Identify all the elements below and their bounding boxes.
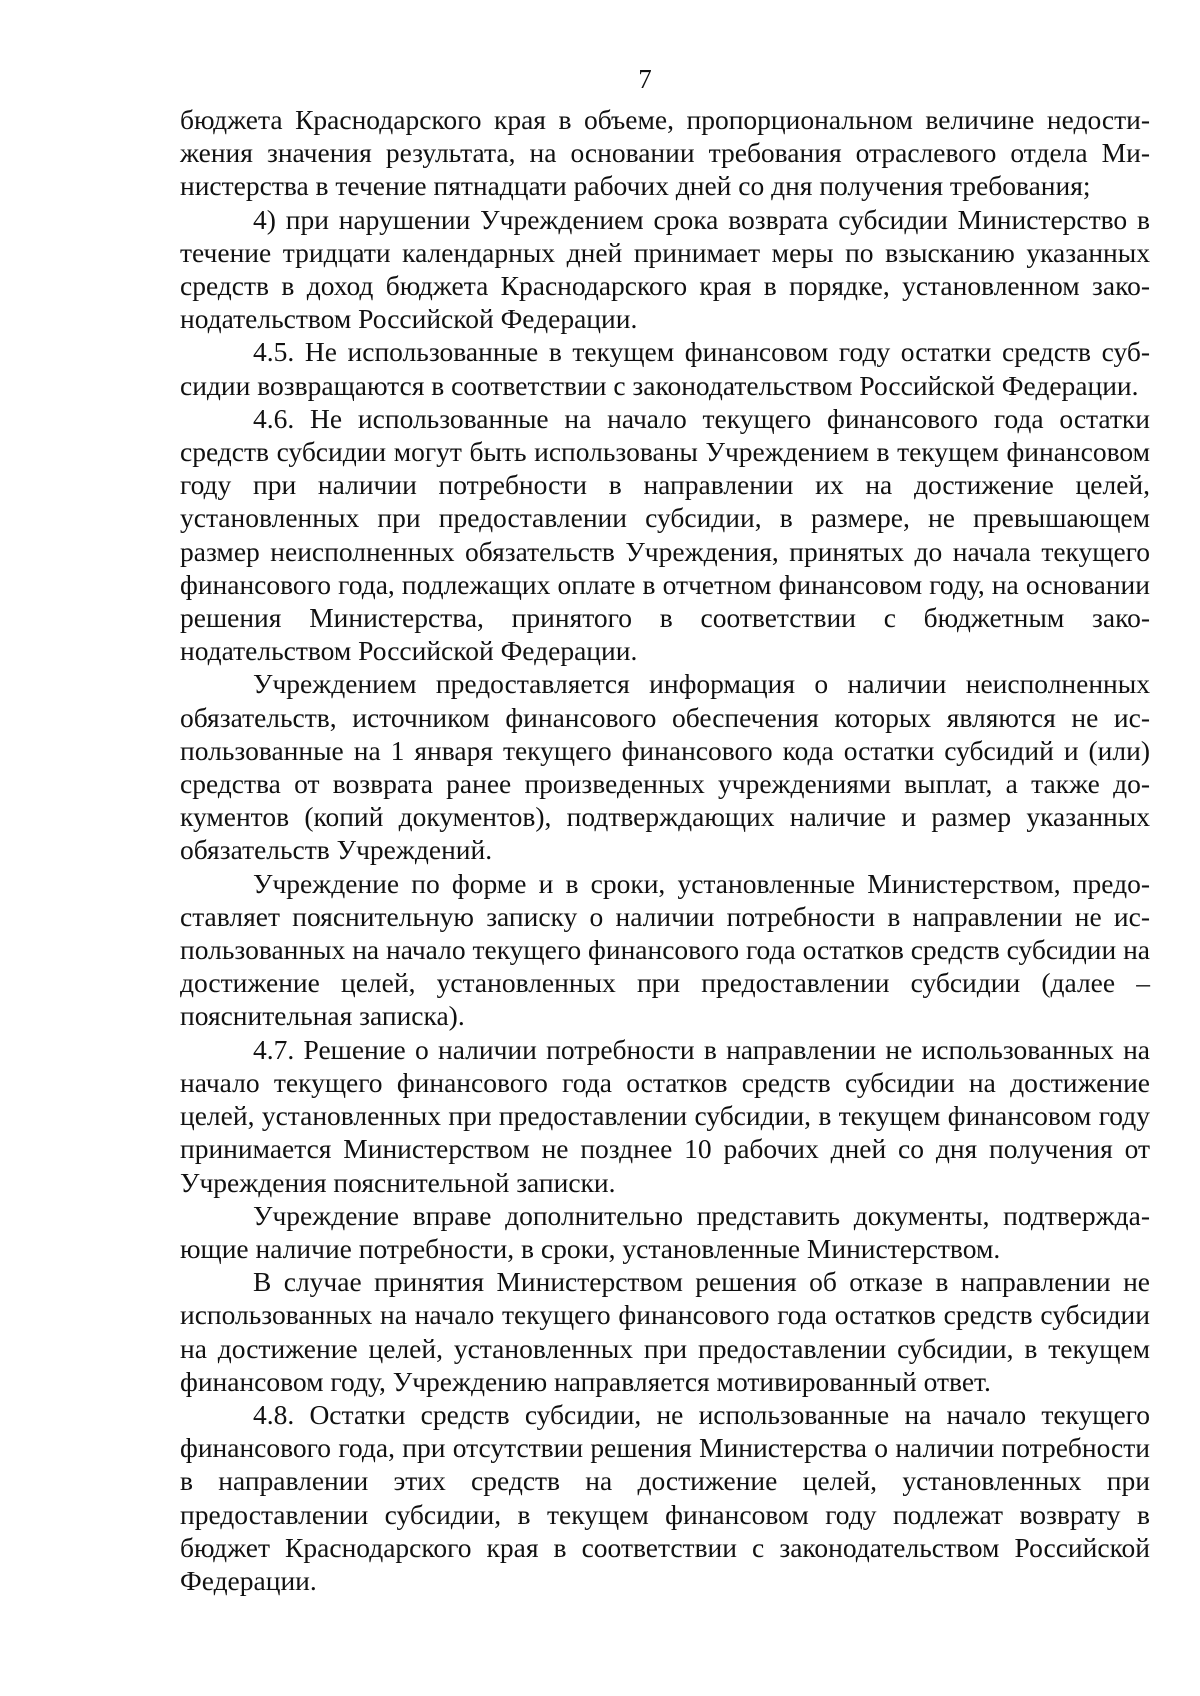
paragraph-4-6: 4.6. Не использованные на начало текущего финансового года остатки средств субсидии могут быть использованы Учреждением в текущем финансовом году при наличии потребности в направлении их на достижение целей, установленных при предоставлении субсидии, в размере, не превышающем размер неисполненных обязательств Учреждения, принятых до начала текущего финансового года, подлежащих оплате в отчетном финансовом году, на основании решения Министерства, принятого в соответствии с бюджетным законодательством Российской Федерации. — [180, 402, 1150, 667]
paragraph-continuation: бюджета Краснодарского края в объеме, пропорциональном величине недостижения значения результата, на основании требования отраслевого отдела Министерства в течение пятнадцати рабочих дней со дня получения требования; — [180, 104, 1150, 202]
paragraph-additional-documents: Учреждение вправе дополнительно представить документы, подтверждающие наличие потребности, в сроки, установленные Министерством. — [180, 1199, 1150, 1264]
paragraph-item-4: 4) при нарушении Учреждением срока возврата субсидии Министерство в течение тридцати календарных дней принимает меры по взысканию указанных средств в доход бюджета Краснодарского края в порядке, установленном законодательством Российской Федерации. — [180, 203, 1150, 335]
document-body — [180, 103, 1150, 1597]
paragraph-4-5: 4.5. Не использованные в текущем финансовом году остатки средств субсидии возвращаются в соответствии с законодательством Российской Федерации. — [180, 336, 1150, 401]
paragraph-unfulfilled-obligations: Учреждением предоставляется информация о наличии неисполненных обязательств, источником финансового обеспечения которых являются не использованные на 1 января текущего финансового кода остатки субсидий и (или) средства от возврата ранее произведенных учреждениями выплат, а также документов (копий документов), подтверждающих наличие и размер указанных обязательств Учреждений. — [180, 668, 1150, 866]
page-number: 7 — [638, 64, 652, 94]
paragraph-refusal: В случае принятия Министерством решения об отказе в направлении не использованных на начало текущего финансового года остатков средств субсидии на достижение целей, установленных при предоставлении субсидии, в текущем финансовом году, Учреждению направляется мотивированный ответ. — [180, 1266, 1150, 1397]
paragraph-explanatory-note: Учреждение по форме и в сроки, установленные Министерством, предоставляет пояснительную записку о наличии потребности в направлении не использованных на начало текущего финансового года остатков средств субсидии на достижение целей, установленных при предоставлении субсидии (далее – пояснительная записка). — [180, 867, 1150, 1032]
paragraph-4-7: 4.7. Решение о наличии потребности в направлении не использованных на начало текущего финансового года остатков средств субсидии на достижение целей, установленных при предоставлении субсидии, в текущем финансовом году принимается Министерством не позднее 10 рабочих дней со дня получения от Учреждения пояснительной записки. — [180, 1033, 1150, 1198]
paragraph-4-8: 4.8. Остатки средств субсидии, не использованные на начало текущего финансового года, при отсутствии решения Министерства о наличии потребности в направлении этих средств на достижение целей, установленных при предоставлении субсидии, в текущем финансовом году подлежат возврату в бюджет Краснодарского края в соответствии с законодательством Российской Федерации. — [180, 1398, 1150, 1596]
